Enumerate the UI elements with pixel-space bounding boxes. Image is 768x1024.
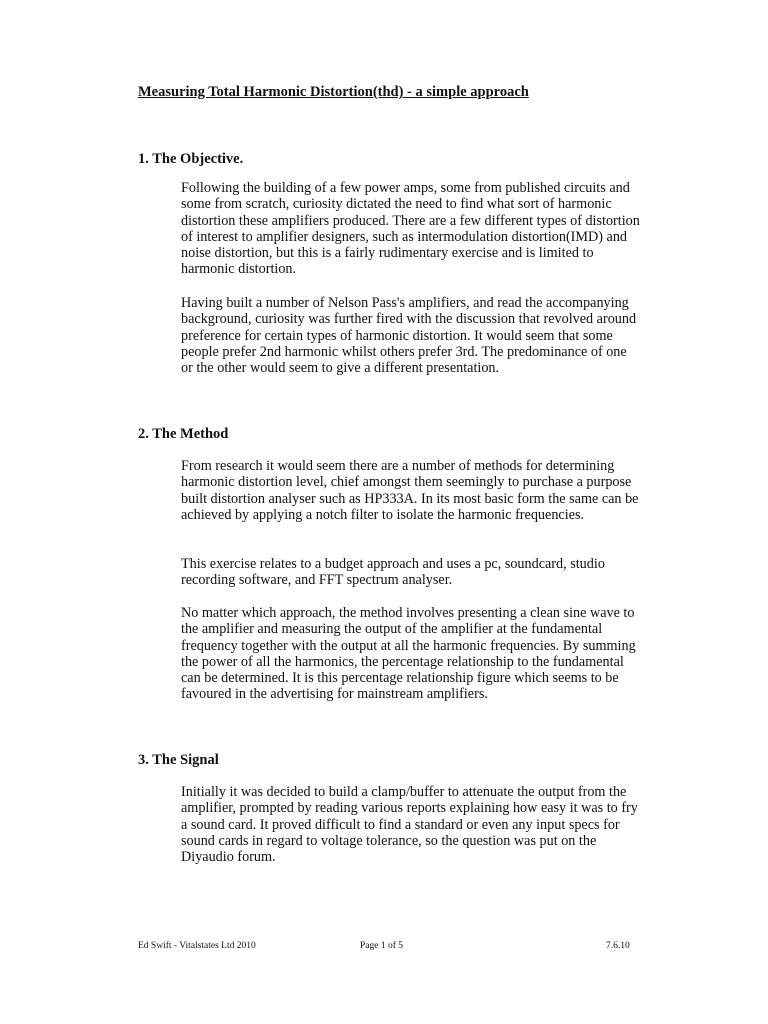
objective-paragraph-1: Following the building of a few power amps, some from published circuits and some from scratch, curiosity dictated the need to find what sort of harmonic distortion these amplifiers produced. There are a few different types of distortion of interest to amplifier designers, such as intermodulation distortion(IMD) and noise distortion, but this is a fairly rudimentary exercise and is limited to harmonic distortion. (181, 180, 640, 278)
section-heading-method: 2. The Method (138, 426, 229, 442)
method-paragraph-1: From research it would seem there are a number of methods for determining harmonic distortion level, chief amongst them seemingly to purchase a purpose built distortion analyser such as HP333A. In its most basic form the same can be achieved by applying a notch filter to isolate the harmonic frequencies. (181, 458, 639, 523)
method-paragraph-2: This exercise relates to a budget approach and uses a pc, soundcard, studio recording software, and FFT spectrum analyser. (181, 556, 605, 589)
section-heading-signal: 3. The Signal (138, 752, 219, 768)
objective-paragraph-2: Having built a number of Nelson Pass's amplifiers, and read the accompanying background, curiosity was further fired with the discussion that revolved around preference for certain types of harmonic distortion. It would seem that some people prefer 2nd harmonic whilst others prefer 3rd. The predominance of one or the other would seem to give a different presentation. (181, 295, 637, 377)
footer-author: Ed Swift - Vitalstates Ltd 2010 (138, 941, 256, 951)
method-paragraph-3: No matter which approach, the method involves presenting a clean sine wave to the amplifier and measuring the output of the amplifier at the fundamental frequency together with the output at all the harmonic frequencies. By summing the power of all the harmonics, the percentage relationship to the fundamental can be determined. It is this percentage relationship figure which seems to be favoured in the advertising for mainstream amplifiers. (181, 605, 636, 703)
signal-paragraph-1: Initially it was decided to build a clamp/buffer to attenuate the output from the amplifier, prompted by reading various reports explaining how easy it was to fry a sound card. It proved difficult to find a standard or even any input specs for sound cards in regard to voltage tolerance, so the question was put on the Diyaudio forum. (181, 784, 638, 866)
footer-page-number: Page 1 of 5 (360, 941, 404, 951)
document-title: Measuring Total Harmonic Distortion(thd) - a simple approach (138, 84, 529, 100)
footer-date: 7.6.10 (606, 941, 630, 951)
section-heading-objective: 1. The Objective. (138, 151, 244, 167)
